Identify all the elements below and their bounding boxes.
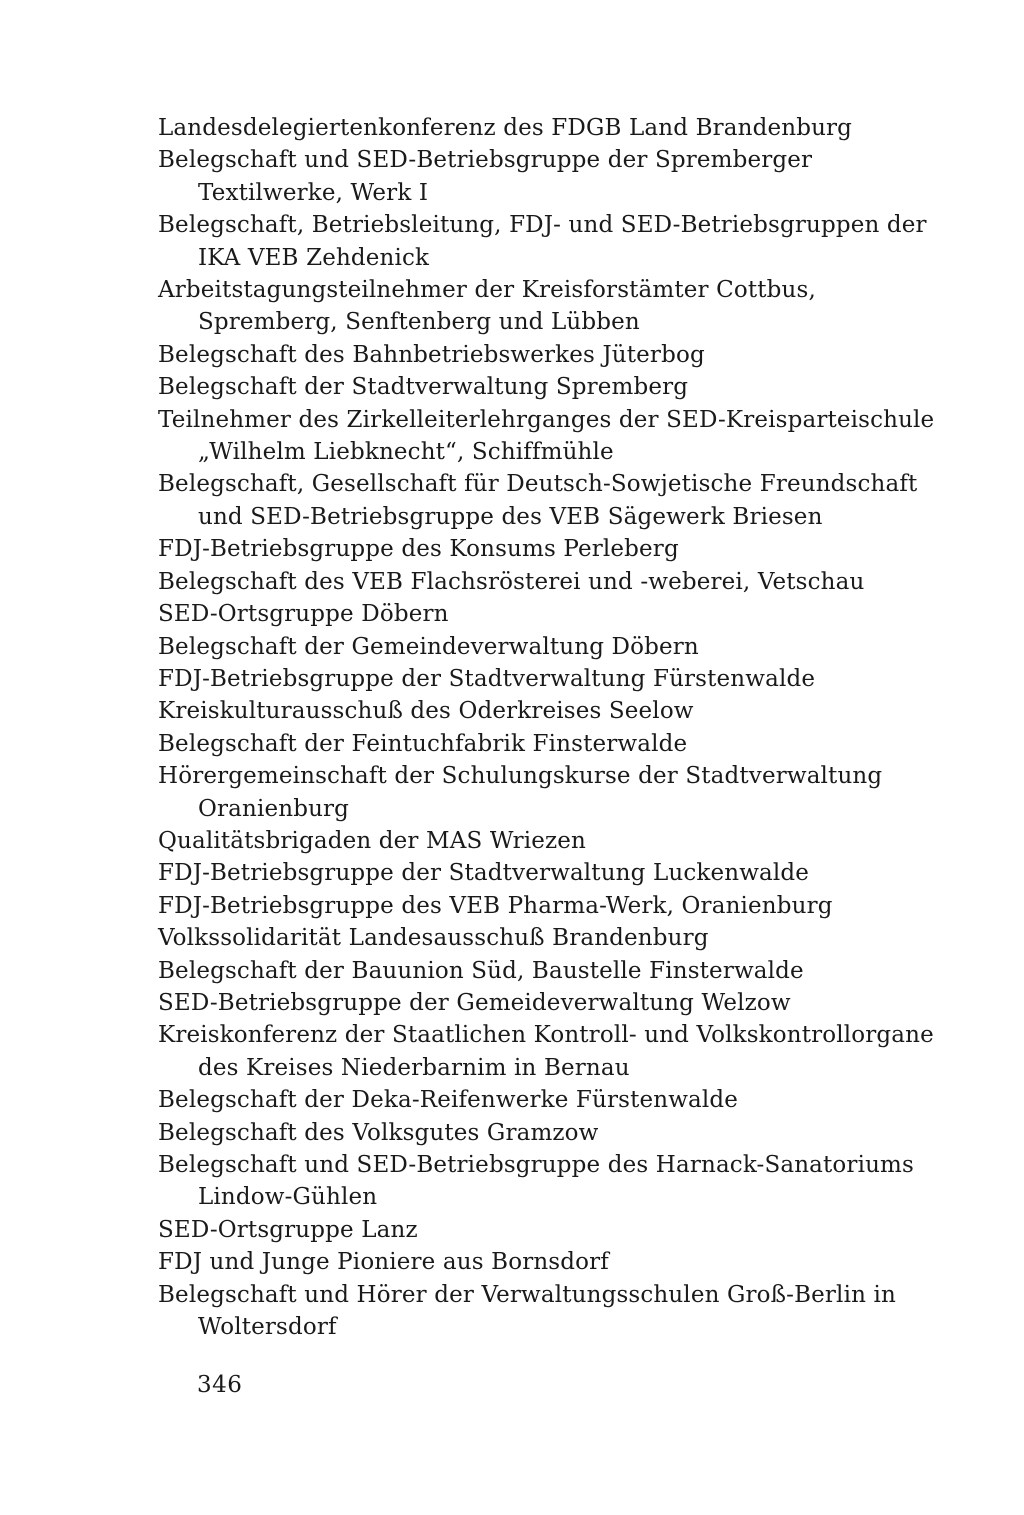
list-item: Kreiskulturausschuß des Oderkreises Seelow [158,698,694,725]
list-item: Belegschaft des Bahnbetriebswerkes Jüterbog [158,341,705,368]
list-item: Teilnehmer des Zirkelleiterlehrganges der SED-Kreisparteischule „Wilhelm Liebknecht“, Schiffmühle [158,406,935,466]
list-item: Belegschaft der Feintuchfabrik Finsterwalde [158,730,688,757]
list-item: Landesdelegiertenkonferenz des FDGB Land Brandenburg [158,115,853,141]
list-item: SED-Ortsgruppe Lanz [158,1216,418,1243]
list-item: FDJ und Junge Pioniere aus Bornsdorf [158,1249,609,1276]
list-item: Belegschaft der Stadtverwaltung Spremberg [158,374,689,401]
list-item: Belegschaft, Gesellschaft für Deutsch-Sowjetische Freundschaft und SED-Betriebsgruppe des VEB Sägewerk Briesen [158,471,918,530]
list-item: Belegschaft der Deka-Reifenwerke Fürstenwalde [158,1087,739,1114]
list-item: Kreiskonferenz der Staatlichen Kontroll- und Volkskontrollorgane des Kreises Niederbarnim in Bernau [158,1022,934,1081]
list-item: Belegschaft der Gemeindeverwaltung Döbern [158,633,699,660]
list-item: Belegschaft des Volksgutes Gramzow [158,1119,599,1146]
list-item: Arbeitstagungsteilnehmer der Kreisforstämter Cottbus, Spremberg, Senftenberg und Lübben [158,277,816,336]
list-item: SED-Betriebsgruppe der Gemeideverwaltung Welzow [158,989,791,1016]
list-item: Hörergemeinschaft der Schulungskurse der Stadtverwaltung Oranienburg [158,763,883,822]
list-item: SED-Ortsgruppe Döbern [158,601,449,628]
list-item: Belegschaft und Hörer der Verwaltungsschulen Groß-Berlin in Woltersdorf [158,1281,896,1341]
list-item: FDJ-Betriebsgruppe des Konsums Perleberg [158,536,679,563]
greetings-list [158,112,958,1343]
list-item: Belegschaft der Bauunion Süd, Baustelle Finsterwalde [158,957,804,984]
list-item: Belegschaft des VEB Flachsrösterei und -weberei, Vetschau [158,568,865,595]
list-item: FDJ-Betriebsgruppe der Stadtverwaltung Fürstenwalde [158,665,816,692]
list-item: FDJ-Betriebsgruppe des VEB Pharma-Werk, Oranienburg [158,892,833,919]
list-item: Belegschaft und SED-Betriebsgruppe der Spremberger Textilwerke, Werk I [158,147,813,206]
list-item: Qualitätsbrigaden der MAS Wriezen [158,827,586,854]
list-item: FDJ-Betriebsgruppe der Stadtverwaltung Luckenwalde [158,860,810,887]
page-number: 346 [197,1372,243,1398]
list-item: Belegschaft und SED-Betriebsgruppe des Harnack-Sanatoriums Lindow-Gühlen [158,1152,914,1211]
list-item: Volkssolidarität Landesausschuß Brandenburg [158,925,709,952]
list-item: Belegschaft, Betriebsleitung, FDJ- und SED-Betriebsgruppen der IKA VEB Zehdenick [158,212,927,271]
